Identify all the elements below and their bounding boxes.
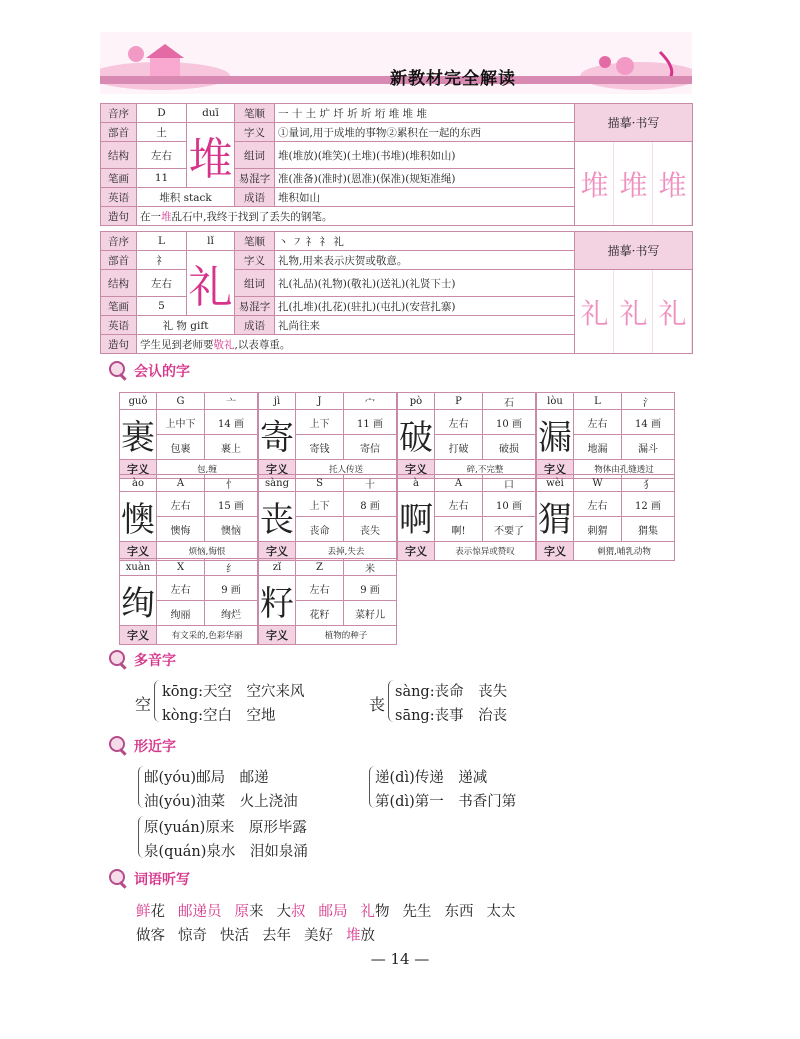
section-xingjin xyxy=(108,735,176,757)
dictation-word: 快活 xyxy=(220,928,249,944)
word: 破损 xyxy=(483,435,536,460)
trace-area xyxy=(575,142,693,226)
label-jiegou: 结构 xyxy=(101,270,137,297)
polyphone-line: sàng:丧命 丧失 xyxy=(395,684,508,700)
label-jiegou: 结构 xyxy=(101,142,137,169)
magnifier-icon xyxy=(108,735,130,757)
bushou: 亠 xyxy=(205,393,258,410)
meaning-label: 字义 xyxy=(120,542,157,561)
char-card-dui xyxy=(100,103,693,226)
yinxu: Z xyxy=(296,559,344,576)
dictation-line-1 xyxy=(136,900,529,921)
label-ziyi: 字义 xyxy=(235,123,275,142)
value-english: 堆积 stack xyxy=(137,188,235,207)
recognize-char-box xyxy=(119,474,257,558)
char: 丧 xyxy=(259,492,296,542)
char: 懊 xyxy=(120,492,157,542)
bihua: 9 画 xyxy=(205,576,258,601)
meaning: 刺猬,哺乳动物 xyxy=(574,542,675,561)
yinxu: J xyxy=(296,393,344,410)
char: 寄 xyxy=(259,410,296,460)
value-english: 礼 物 gift xyxy=(137,316,235,335)
book-title: 新教材完全解读 xyxy=(390,69,516,89)
yinxu: A xyxy=(435,475,483,492)
label-yihun: 易混字 xyxy=(235,297,275,316)
pinyin: xuàn xyxy=(120,559,157,576)
bihua: 12 画 xyxy=(622,492,675,517)
bushou: 纟 xyxy=(205,559,258,576)
word: 懊恼 xyxy=(205,517,258,542)
recognize-char-box xyxy=(397,474,535,558)
pinyin: pò xyxy=(398,393,435,410)
meaning-label: 字义 xyxy=(259,460,296,479)
value-bihua: 11 xyxy=(137,169,187,188)
word: 绚烂 xyxy=(205,601,258,626)
label-yinxu: 音序 xyxy=(101,232,137,251)
polyphone-char: 丧 xyxy=(369,695,386,714)
polyphone-line: kòng:空白 空地 xyxy=(162,708,276,724)
bushou: 十 xyxy=(344,475,397,492)
label-zaoju: 造句 xyxy=(101,207,137,226)
main-char: 堆 xyxy=(187,123,235,188)
section-title: 形近字 xyxy=(134,739,176,755)
label-ziyi: 字义 xyxy=(235,251,275,270)
value-bishun: 丶 ㇇ 礻 礻 礼 xyxy=(275,232,575,251)
yinxu: S xyxy=(296,475,344,492)
recognize-char-box xyxy=(258,474,396,558)
value-chengyu: 堆积如山 xyxy=(275,188,575,207)
bihua: 8 画 xyxy=(344,492,397,517)
bushou: 石 xyxy=(483,393,536,410)
value-pinyin: duī xyxy=(187,104,235,123)
dictation-word: 礼物 xyxy=(360,904,390,920)
brace xyxy=(388,680,394,722)
label-bishun: 笔顺 xyxy=(235,232,275,251)
bihua: 10 画 xyxy=(483,492,536,517)
recognize-char-box xyxy=(258,392,396,476)
bihua: 15 画 xyxy=(205,492,258,517)
yinxu: L xyxy=(574,393,622,410)
pinyin: ào xyxy=(120,475,157,492)
label-chengyu: 成语 xyxy=(235,188,275,207)
meaning-label: 字义 xyxy=(259,542,296,561)
dictation-word: 去年 xyxy=(262,928,291,944)
value-yinxu: D xyxy=(137,104,187,123)
word: 菜籽儿 xyxy=(344,601,397,626)
meaning: 托人传送 xyxy=(296,460,397,479)
section-tingxie xyxy=(108,868,190,890)
trace-char: 堆 xyxy=(580,168,609,202)
dictation-word: 邮局 xyxy=(318,904,348,920)
jiegou: 左右 xyxy=(157,492,205,517)
trace-char: 礼 xyxy=(658,296,687,330)
label-chengyu: 成语 xyxy=(235,316,275,335)
value-zaoju: 在一堆乱石中,我终于找到了丢失的钢笔。 xyxy=(137,207,575,226)
dictation-word: 堆放 xyxy=(346,928,375,944)
meaning: 植物的种子 xyxy=(296,626,397,645)
section-huiren xyxy=(108,360,190,382)
similar-line: 原(yuán)原来 原形毕露 xyxy=(144,820,307,836)
dictation-word: 邮递员 xyxy=(178,904,222,920)
char-card-li xyxy=(100,231,693,354)
main-char: 礼 xyxy=(187,251,235,316)
value-zuci: 礼(礼品)(礼物)(敬礼)(送礼)(礼贤下士) xyxy=(275,270,575,297)
word: 刺猬 xyxy=(574,517,622,542)
recognize-char-box xyxy=(536,474,674,558)
meaning-label: 字义 xyxy=(120,460,157,479)
word: 懊悔 xyxy=(157,517,205,542)
dictation-word: 东西 xyxy=(444,904,474,920)
meaning-label: 字义 xyxy=(537,542,574,561)
value-jiegou: 左右 xyxy=(137,142,187,169)
jiegou: 左右 xyxy=(574,492,622,517)
bihua: 10 画 xyxy=(483,410,536,435)
value-yihun: 扎(扎堆)(扎花)(驻扎)(屯扎)(安营扎寨) xyxy=(275,297,575,316)
magnifier-icon xyxy=(108,649,130,671)
jiegou: 上中下 xyxy=(157,410,205,435)
recognize-char-box xyxy=(397,392,535,476)
recognize-char-box xyxy=(119,558,257,642)
label-bushou: 部首 xyxy=(101,123,137,142)
word: 寄钱 xyxy=(296,435,344,460)
dictation-word: 太太 xyxy=(486,904,516,920)
polyphone-line: kōng:天空 空穴来风 xyxy=(162,684,305,700)
char: 籽 xyxy=(259,576,296,626)
polyphone-line: sāng:丧事 治丧 xyxy=(395,708,508,724)
label-bihua: 笔画 xyxy=(101,169,137,188)
magnifier-icon xyxy=(108,868,130,890)
label-bishun: 笔顺 xyxy=(235,104,275,123)
similar-line: 第(dì)第一 书香门第 xyxy=(375,794,517,810)
meaning-label: 字义 xyxy=(398,542,435,561)
polyphone-char: 空 xyxy=(135,695,152,714)
word: 不要了 xyxy=(483,517,536,542)
word: 绚丽 xyxy=(157,601,205,626)
word: 漏斗 xyxy=(622,435,675,460)
page-number: — 14 — xyxy=(370,950,430,968)
yinxu: W xyxy=(574,475,622,492)
trace-area xyxy=(575,270,693,354)
label-bushou: 部首 xyxy=(101,251,137,270)
section-title: 词语听写 xyxy=(134,872,190,888)
label-yihun: 易混字 xyxy=(235,169,275,188)
jiegou: 左右 xyxy=(435,410,483,435)
bushou: 犭 xyxy=(622,475,675,492)
pinyin: sàng xyxy=(259,475,296,492)
value-ziyi: 礼物,用来表示庆贺或敬意。 xyxy=(275,251,575,270)
section-title: 会认的字 xyxy=(134,364,190,380)
recognize-char-box xyxy=(536,392,674,476)
value-zaoju: 学生见到老师要敬礼,以表尊重。 xyxy=(137,335,575,354)
jiegou: 左右 xyxy=(435,492,483,517)
dictation-word: 原来 xyxy=(234,904,264,920)
meaning: 丢掉,失去 xyxy=(296,542,397,561)
trace-title: 描摹·书写 xyxy=(575,232,693,270)
brace xyxy=(154,680,160,722)
jiegou: 上下 xyxy=(296,410,344,435)
trace-char: 堆 xyxy=(658,168,687,202)
pinyin: jì xyxy=(259,393,296,410)
similar-line: 递(dì)传递 递减 xyxy=(375,770,488,786)
value-yihun: 准(准备)(准时)(恩准)(保准)(规矩准绳) xyxy=(275,169,575,188)
meaning: 表示惊异或赞叹 xyxy=(435,542,536,561)
word: 裹上 xyxy=(205,435,258,460)
jiegou: 左右 xyxy=(574,410,622,435)
value-yinxu: L xyxy=(137,232,187,251)
jiegou: 上下 xyxy=(296,492,344,517)
pinyin: lòu xyxy=(537,393,574,410)
highlight: 敬礼 xyxy=(213,338,235,351)
dictation-word: 惊奇 xyxy=(178,928,207,944)
section-title: 多音字 xyxy=(134,653,176,669)
bihua: 11 画 xyxy=(344,410,397,435)
value-jiegou: 左右 xyxy=(137,270,187,297)
value-bishun: 一 十 土 圹 圲 圻 圻 垳 堆 堆 堆 xyxy=(275,104,575,123)
bushou: 米 xyxy=(344,559,397,576)
value-bihua: 5 xyxy=(137,297,187,316)
word: 地漏 xyxy=(574,435,622,460)
char: 绚 xyxy=(120,576,157,626)
label-zuci: 组词 xyxy=(235,270,275,297)
value-ziyi: ①量词,用于成堆的事物②累积在一起的东西 xyxy=(275,123,575,142)
label-yinxu: 音序 xyxy=(101,104,137,123)
word: 丧命 xyxy=(296,517,344,542)
word: 寄信 xyxy=(344,435,397,460)
pinyin: guǒ xyxy=(120,393,157,410)
char: 裹 xyxy=(120,410,157,460)
meaning-label: 字义 xyxy=(259,626,296,645)
similar-line: 泉(quán)泉水 泪如泉涌 xyxy=(144,844,308,860)
word: 猬集 xyxy=(622,517,675,542)
char: 猬 xyxy=(537,492,574,542)
bushou: 宀 xyxy=(344,393,397,410)
trace-char: 礼 xyxy=(580,296,609,330)
pinyin: wèi xyxy=(537,475,574,492)
meaning-label: 字义 xyxy=(398,460,435,479)
meaning: 包,缠 xyxy=(157,460,258,479)
value-pinyin: lǐ xyxy=(187,232,235,251)
similar-line: 油(yóu)油菜 火上浇油 xyxy=(144,794,298,810)
dictation-word: 美好 xyxy=(304,928,333,944)
bihua: 14 画 xyxy=(622,410,675,435)
label-english: 英语 xyxy=(101,188,137,207)
bushou: 氵 xyxy=(622,393,675,410)
similar-line: 邮(yóu)邮局 邮递 xyxy=(144,770,269,786)
meaning: 烦恼,悔恨 xyxy=(157,542,258,561)
label-english: 英语 xyxy=(101,316,137,335)
section-duoyin xyxy=(108,649,176,671)
pinyin: à xyxy=(398,475,435,492)
dictation-line-2 xyxy=(136,924,388,945)
word: 打破 xyxy=(435,435,483,460)
jiegou: 左右 xyxy=(157,576,205,601)
bushou: 口 xyxy=(483,475,536,492)
value-chengyu: 礼尚往来 xyxy=(275,316,575,335)
trace-char: 堆 xyxy=(619,168,648,202)
highlight: 堆 xyxy=(161,210,172,223)
meaning-label: 字义 xyxy=(120,626,157,645)
meaning: 有文采的,色彩华丽 xyxy=(157,626,258,645)
value-bushou: 土 xyxy=(137,123,187,142)
recognize-char-box xyxy=(119,392,257,476)
dictation-word: 大叔 xyxy=(276,904,306,920)
magnifier-icon xyxy=(108,360,130,382)
yinxu: G xyxy=(157,393,205,410)
page-header xyxy=(100,32,692,94)
dictation-word: 鲜花 xyxy=(136,904,165,920)
trace-char: 礼 xyxy=(619,296,648,330)
bihua: 9 画 xyxy=(344,576,397,601)
char: 漏 xyxy=(537,410,574,460)
dictation-word: 先生 xyxy=(402,904,432,920)
bushou: 忄 xyxy=(205,475,258,492)
char: 破 xyxy=(398,410,435,460)
yinxu: A xyxy=(157,475,205,492)
word: 丧失 xyxy=(344,517,397,542)
label-zaoju: 造句 xyxy=(101,335,137,354)
pinyin: zǐ xyxy=(259,559,296,576)
yinxu: P xyxy=(435,393,483,410)
word: 花籽 xyxy=(296,601,344,626)
bihua: 14 画 xyxy=(205,410,258,435)
trace-title: 描摹·书写 xyxy=(575,104,693,142)
meaning: 碎,不完整 xyxy=(435,460,536,479)
recognize-char-box xyxy=(258,558,396,642)
meaning: 物体由孔缝透过 xyxy=(574,460,675,479)
value-zuci: 堆(堆放)(堆笑)(土堆)(书堆)(堆积如山) xyxy=(275,142,575,169)
value-bushou: 礻 xyxy=(137,251,187,270)
dictation-word: 做客 xyxy=(136,928,165,944)
label-zuci: 组词 xyxy=(235,142,275,169)
jiegou: 左右 xyxy=(296,576,344,601)
yinxu: X xyxy=(157,559,205,576)
word: 啊! xyxy=(435,517,483,542)
char: 啊 xyxy=(398,492,435,542)
label-bihua: 笔画 xyxy=(101,297,137,316)
meaning-label: 字义 xyxy=(537,460,574,479)
word: 包裹 xyxy=(157,435,205,460)
